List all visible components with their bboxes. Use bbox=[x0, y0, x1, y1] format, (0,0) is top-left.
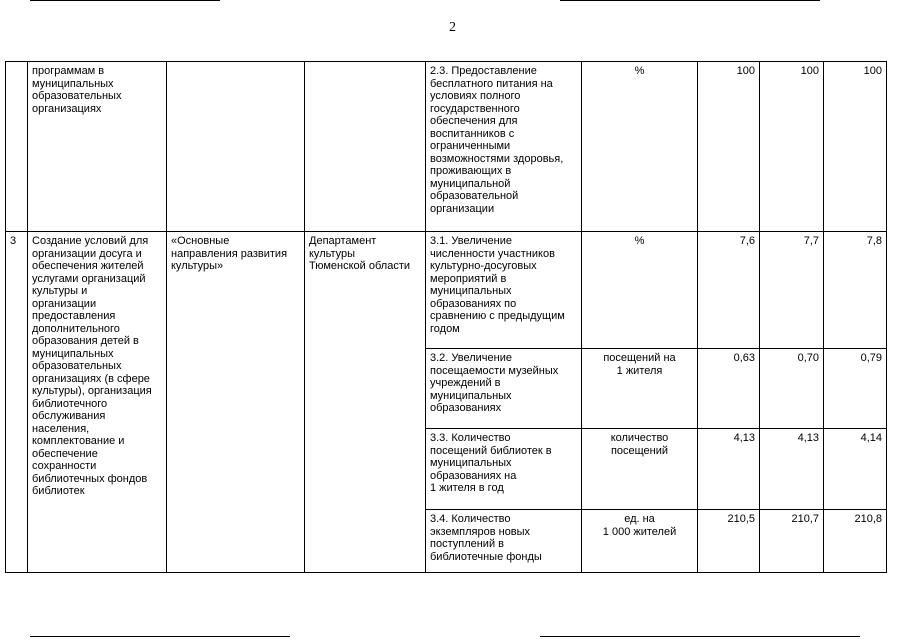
value-cell-1: 7,6 bbox=[698, 232, 760, 349]
value-cell-2: 7,7 bbox=[760, 232, 824, 349]
value-cell-2: 210,7 bbox=[760, 510, 824, 573]
value-cell-3: 4,14 bbox=[824, 429, 887, 510]
program-cell bbox=[167, 62, 305, 232]
bottom-scan-line-left bbox=[30, 636, 290, 637]
indicator-cell: 3.2. Увеличение посещаемости музейных учреждений в муниципальных образованиях bbox=[426, 349, 582, 429]
indicator-cell: 2.3. Предоставление бесплатного питания на условиях полного государственного обеспечения для воспитанников с ограниченными возможностями здоровья, проживающих в муниципальной образовательной организации bbox=[426, 62, 582, 232]
goal-cell: программам в муниципальных образовательных организациях bbox=[28, 62, 167, 232]
table-row-2-3 bbox=[6, 62, 887, 232]
value-cell-1: 100 bbox=[698, 62, 760, 232]
unit-cell: посещений на 1 жителя bbox=[582, 349, 698, 429]
table-row-3-1 bbox=[6, 232, 887, 349]
value-cell-2: 0,70 bbox=[760, 349, 824, 429]
unit-cell: ед. на 1 000 жителей bbox=[582, 510, 698, 573]
goal-cell: Создание условий для организации досуга и обеспечения жителей услугами организаций культуры и организации предоставления дополнительного образования детей в муниципальных образовательных организациях (в сфере культуры), организация библиотечного обслуживания населения, комплектование и обеспечение сохранности библиотечных фондов библиотек bbox=[28, 232, 167, 573]
top-scan-line-right bbox=[560, 0, 820, 1]
indicator-cell: 3.4. Количество экземпляров новых поступлений в библиотечные фонды bbox=[426, 510, 582, 573]
value-cell-3: 210,8 bbox=[824, 510, 887, 573]
value-cell-1: 4,13 bbox=[698, 429, 760, 510]
value-cell-3: 0,79 bbox=[824, 349, 887, 429]
index-cell: 3 bbox=[6, 232, 28, 573]
indicators-table bbox=[5, 61, 887, 573]
value-cell-1: 210,5 bbox=[698, 510, 760, 573]
top-scan-line-left bbox=[30, 0, 220, 1]
indicator-cell: 3.1. Увеличение численности участников культурно-досуговых мероприятий в муниципальных образованиях по сравнению с предыдущим годом bbox=[426, 232, 582, 349]
value-cell-3: 100 bbox=[824, 62, 887, 232]
value-cell-2: 4,13 bbox=[760, 429, 824, 510]
unit-cell: количество посещений bbox=[582, 429, 698, 510]
index-cell bbox=[6, 62, 28, 232]
indicator-cell: 3.3. Количество посещений библиотек в муниципальных образованиях на 1 жителя в год bbox=[426, 429, 582, 510]
page-number: 2 bbox=[449, 20, 456, 35]
executor-cell: Департамент культуры Тюменской области bbox=[305, 232, 426, 573]
unit-cell: % bbox=[582, 62, 698, 232]
value-cell-3: 7,8 bbox=[824, 232, 887, 349]
program-cell: «Основные направления развития культуры» bbox=[167, 232, 305, 573]
value-cell-2: 100 bbox=[760, 62, 824, 232]
value-cell-1: 0,63 bbox=[698, 349, 760, 429]
bottom-scan-line-right bbox=[540, 636, 860, 637]
unit-cell: % bbox=[582, 232, 698, 349]
executor-cell bbox=[305, 62, 426, 232]
